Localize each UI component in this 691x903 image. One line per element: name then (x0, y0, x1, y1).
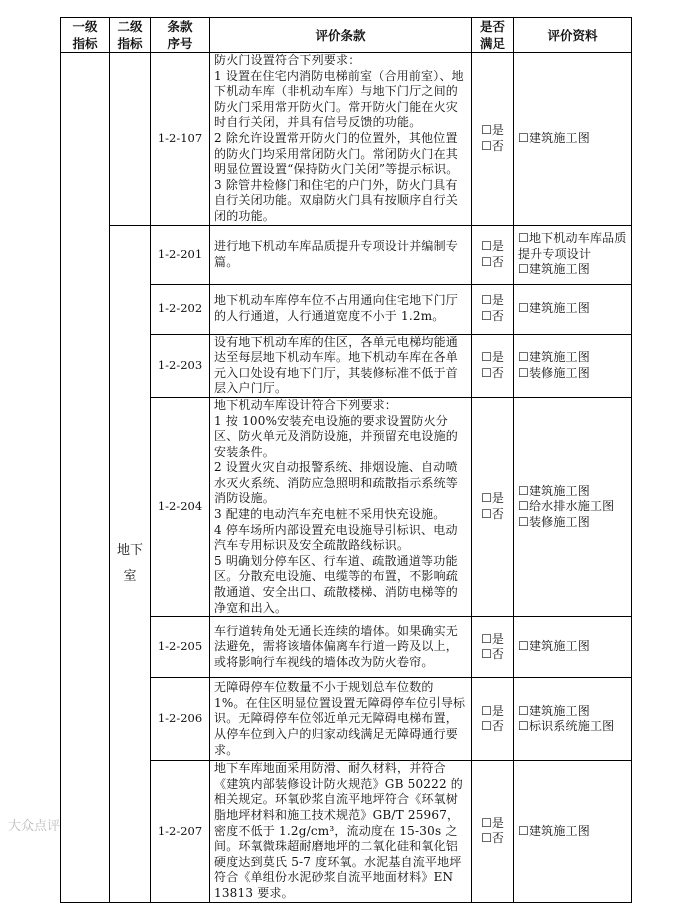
material-checkbox[interactable]: ☐装修施工图 (518, 365, 590, 380)
clause-id: 1-2-205 (151, 617, 210, 678)
level2-cell (110, 53, 151, 226)
satisfied-cell (472, 225, 514, 284)
satisfied-cell (472, 53, 514, 226)
clause-text (210, 397, 472, 616)
clause-text (210, 284, 472, 334)
header-text: 条款序号 (167, 19, 193, 51)
no-checkbox[interactable]: ☐否 (481, 254, 504, 269)
clause-line: 无障碍停车位数量不小于规划总车位数的 1%。在住区明显位置设置无障碍停车位引导标识。无障碍停车位邻近单元无障碍电梯布置，从停车位到入户的归家动线满足无障碍通行要求。 (214, 680, 466, 757)
clause-line: 1 设置在住宅内消防电梯前室（合用前室）、地下机动车库（非机动车库）与地下门厅之间的防火门采用常开防火门。常开防火门能在火灾时自行关闭，并具有信号反馈的功能。 (214, 68, 464, 130)
material-checkbox[interactable]: ☐给水排水施工图 (518, 499, 615, 514)
yes-checkbox[interactable]: ☐是 (481, 491, 504, 506)
material-checkbox[interactable]: ☐建筑施工图 (518, 301, 590, 316)
clause-text (210, 334, 472, 397)
clause-line: 5 明确划分停车区、行车道、疏散通道等功能区。分散充电设施、电缆等的布置，不影响疏散通道、安全出口、疏散楼梯、消防电梯等的净宽和出入。 (214, 553, 459, 615)
level2-cell (110, 225, 151, 902)
material-checkbox[interactable]: ☐建筑施工图 (518, 483, 590, 498)
material-checkbox[interactable]: ☐建筑施工图 (518, 639, 590, 654)
satisfied-cell (472, 334, 514, 397)
yes-checkbox[interactable]: ☐是 (481, 350, 504, 365)
clause-line: 4 停车场所内部设置充电设施导引标识、电动汽车专用标识及安全疏散路线标识。 (214, 522, 458, 553)
no-checkbox[interactable]: ☐否 (481, 831, 504, 846)
materials-cell (514, 334, 632, 397)
clause-line: 车行道转角处无通长连续的墙体。如果确实无法避免，需将该墙体偏离车行道一跨及以上，或将影响行车视线的墙体改为防火卷帘。 (214, 623, 459, 670)
yes-checkbox[interactable]: ☐是 (481, 293, 504, 308)
header-clause: 评价条款 (210, 18, 472, 53)
clause-id: 1-2-201 (151, 225, 210, 284)
clause-line: 地下机动车库停车位不占用通向住宅地下门厅的人行通道，人行通道宽度不小于 1.2m。 (214, 293, 459, 324)
clause-text (210, 761, 472, 902)
material-checkbox[interactable]: ☐地下机动车库品质提升专项设计 (518, 231, 627, 261)
satisfied-cell (472, 617, 514, 678)
materials-cell (514, 53, 632, 226)
materials-cell (514, 397, 632, 616)
clause-line: 地下车库地面采用防滑、耐久材料，并符合《建筑内部装修设计防火规范》GB 50222 的相关规定。环氧砂浆自流平地坪符合《环氧树脂地坪材料和施工技术规范》GB/T 25967，密度不低于 1.2g/cm³，流动度在 15-30s 之间。环氧微珠超耐磨地坪的二氧化硅和氧化铝硬度达到莫氏 5-7 度环氧。水泥基自流平地坪符合《单组份水泥砂浆自流平地面材料》EN 13813 要求。 (214, 761, 464, 900)
clause-id: 1-2-203 (151, 334, 210, 397)
material-checkbox[interactable]: ☐建筑施工图 (518, 703, 590, 718)
clause-line: 2 设置火灾自动报警系统、排烟设施、自动喷水灭火系统、消防应急照明和疏散指示系统等消防设施。 (214, 460, 459, 506)
material-checkbox[interactable]: ☐建筑施工图 (518, 350, 590, 365)
header-text: 二级指标 (117, 19, 143, 51)
watermark: 大众点评 (8, 819, 61, 834)
materials-cell (514, 678, 632, 761)
header-row (61, 18, 632, 53)
table-row (61, 225, 632, 284)
level1-cell (61, 53, 110, 903)
clause-id: 1-2-207 (151, 761, 210, 902)
materials-cell (514, 761, 632, 902)
clause-line: 设有地下机动车库的住区，各单元电梯均能通达至每层地下机动车库。地下机动车库在各单元入口处设有地下门厅，其装修标准不低于首层入户门厅。 (214, 334, 459, 396)
material-checkbox[interactable]: ☐建筑施工图 (518, 262, 590, 277)
yes-checkbox[interactable]: ☐是 (481, 703, 504, 718)
yes-checkbox[interactable]: ☐是 (481, 815, 504, 830)
clause-line: 3 除管井检修门和住宅的户门外，防火门具有自行关闭功能。双扇防火门具有按顺序自行关闭的功能。 (214, 177, 459, 223)
no-checkbox[interactable]: ☐否 (481, 365, 504, 380)
yes-checkbox[interactable]: ☐是 (481, 631, 504, 646)
table-row (61, 53, 632, 226)
no-checkbox[interactable]: ☐否 (481, 647, 504, 662)
material-checkbox[interactable]: ☐装修施工图 (518, 514, 590, 529)
materials-cell (514, 225, 632, 284)
clause-text (210, 617, 472, 678)
header-text: 是否满足 (479, 19, 505, 51)
clause-line: 2 除允许设置常开防火门的位置外，其他位置的防火门均采用常闭防火门。常闭防火门在其明显位置设置“保持防火门关闭”等提示标识。 (214, 130, 459, 177)
header-satisfied (472, 18, 514, 53)
header-text: 一级指标 (72, 19, 98, 51)
clause-text (210, 678, 472, 761)
yes-checkbox[interactable]: ☐是 (481, 238, 504, 253)
clause-line: 进行地下机动车库品质提升专项设计并编制专篇。 (214, 238, 459, 269)
clause-text (210, 225, 472, 284)
no-checkbox[interactable]: ☐否 (481, 138, 504, 153)
clause-id: 1-2-202 (151, 284, 210, 334)
clause-id: 1-2-204 (151, 397, 210, 616)
no-checkbox[interactable]: ☐否 (481, 719, 504, 734)
header-clause-no (151, 18, 210, 53)
evaluation-table (60, 17, 632, 903)
satisfied-cell (472, 678, 514, 761)
header-level2 (110, 18, 151, 53)
yes-checkbox[interactable]: ☐是 (481, 123, 504, 138)
clause-line: 1 按 100%安装充电设施的要求设置防火分区、防火单元及消防设施，并预留充电设施的安装条件。 (214, 413, 459, 459)
material-checkbox[interactable]: ☐建筑施工图 (518, 130, 590, 145)
clause-line: 防火门设置符合下列要求： (214, 53, 361, 67)
satisfied-cell (472, 397, 514, 616)
clause-line: 3 配建的电动汽车充电桩不采用快充设施。 (214, 507, 446, 522)
material-checkbox[interactable]: ☐标识系统施工图 (518, 719, 615, 734)
header-level1 (61, 18, 110, 53)
header-materials: 评价资料 (514, 18, 632, 53)
material-checkbox[interactable]: ☐建筑施工图 (518, 823, 590, 838)
satisfied-cell (472, 284, 514, 334)
clause-text (210, 53, 472, 226)
clause-id: 1-2-107 (151, 53, 210, 226)
materials-cell (514, 284, 632, 334)
materials-cell (514, 617, 632, 678)
clause-id: 1-2-206 (151, 678, 210, 761)
no-checkbox[interactable]: ☐否 (481, 507, 504, 522)
group-label: 地下室 (117, 542, 144, 584)
no-checkbox[interactable]: ☐否 (481, 309, 504, 324)
satisfied-cell (472, 761, 514, 902)
clause-line: 地下机动车库设计符合下列要求： (214, 397, 398, 412)
